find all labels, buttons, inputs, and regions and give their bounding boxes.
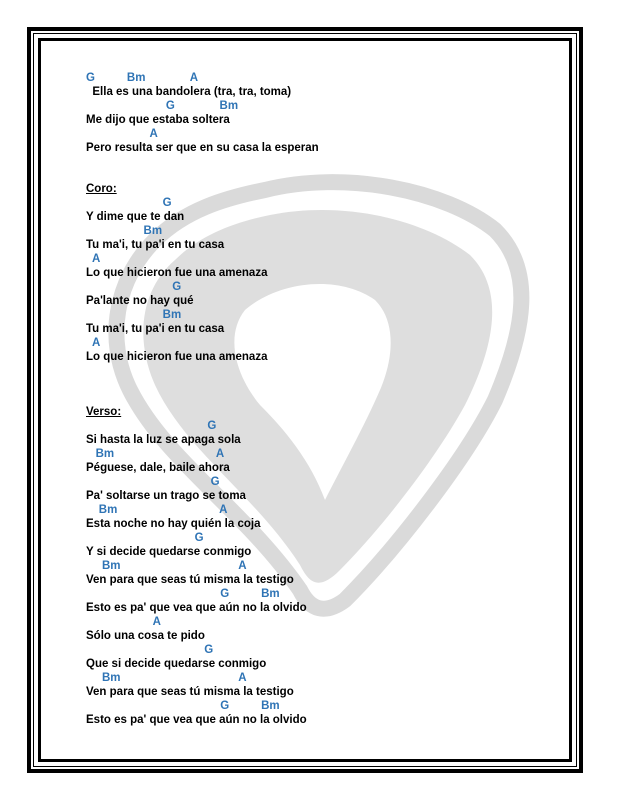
chord-line: G [86, 476, 220, 488]
lyric-line: Esto es pa' que vea que aún no la olvido [86, 714, 307, 726]
lyric-line: Y dime que te dan [86, 211, 185, 223]
section-heading: Coro: [86, 183, 117, 195]
chord-line: Bm [86, 225, 163, 237]
chord-line: G Bm A [86, 72, 199, 84]
chord-line: G Bm [86, 588, 280, 600]
chord-line: A [86, 253, 101, 265]
lyric-line: Péguese, dale, baile ahora [86, 462, 230, 474]
lyric-line: Tu ma'i, tu pa'i en tu casa [86, 323, 225, 335]
chord-line: Bm [86, 309, 182, 321]
chord-line: G Bm [86, 100, 239, 112]
lyric-line: Pa'lante no hay qué [86, 295, 194, 307]
lyric-line: Tu ma'i, tu pa'i en tu casa [86, 239, 225, 251]
lyric-line: Y si decide quedarse conmigo [86, 546, 252, 558]
chord-line: G [86, 281, 182, 293]
chord-line: Bm A [86, 672, 247, 684]
chord-line: A [86, 616, 161, 628]
section-heading: Verso: [86, 406, 122, 418]
chord-line: G [86, 644, 214, 656]
lyric-line: Me dijo que estaba soltera [86, 114, 230, 126]
lyric-line: Esta noche no hay quién la coja [86, 518, 261, 530]
chord-line: Bm A [86, 448, 225, 460]
lyric-line: Sólo una cosa te pido [86, 630, 205, 642]
lyric-line: Ven para que seas tú misma la testigo [86, 574, 294, 586]
lyric-line: Pero resulta ser que en su casa la esperan [86, 142, 319, 154]
chord-line: Bm A [86, 504, 228, 516]
lyric-line: Lo que hicieron fue una amenaza [86, 351, 268, 363]
chord-line: G Bm [86, 700, 280, 712]
lyric-line: Lo que hicieron fue una amenaza [86, 267, 268, 279]
lyric-line: Pa' soltarse un trago se toma [86, 490, 246, 502]
chord-line: G [86, 532, 204, 544]
lyric-line: Si hasta la luz se apaga sola [86, 434, 241, 446]
chord-line: Bm A [86, 560, 247, 572]
chord-line: A [86, 337, 101, 349]
chord-line: G [86, 197, 172, 209]
lyric-line: Esto es pa' que vea que aún no la olvido [86, 602, 307, 614]
chord-line: A [86, 128, 158, 140]
chord-line: G [86, 420, 217, 432]
lyric-line: Ven para que seas tú misma la testigo [86, 686, 294, 698]
lyric-line: Que si decide quedarse conmigo [86, 658, 267, 670]
lyric-line: Ella es una bandolera (tra, tra, toma) [86, 86, 292, 98]
